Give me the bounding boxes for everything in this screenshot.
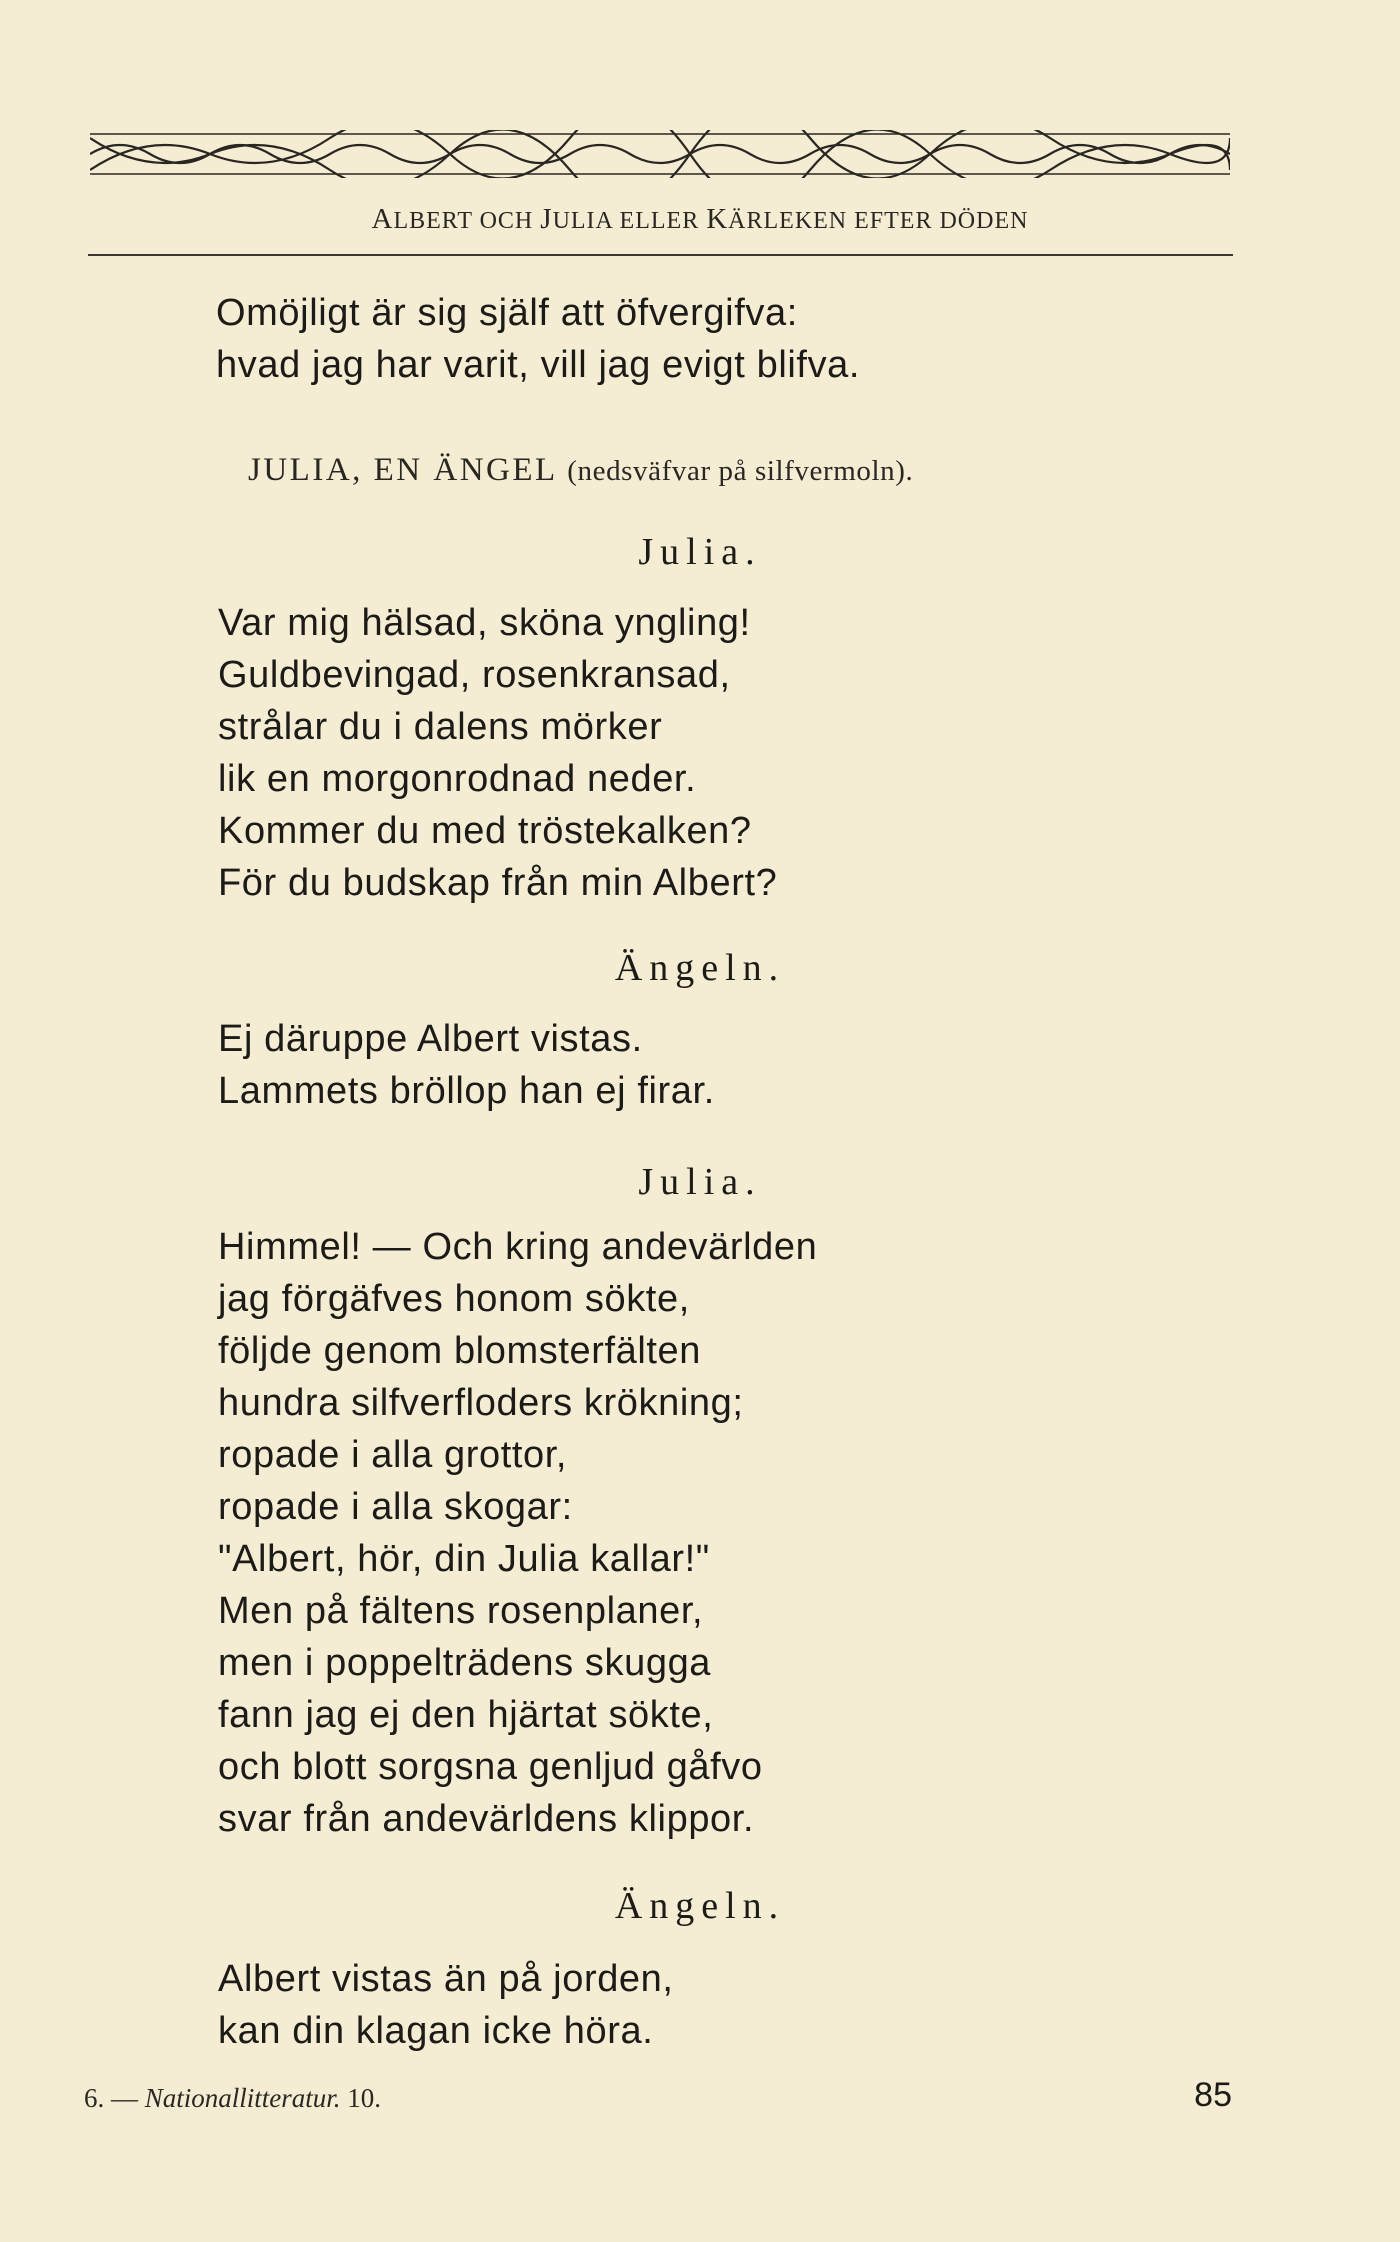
- verse-line: Kommer du med tröstekalken?: [218, 810, 752, 852]
- signature-prefix: 6. —: [84, 2083, 138, 2113]
- stage-direction-names: JULIA, EN ÄNGEL: [248, 452, 557, 488]
- running-head-text-2: ULIA ELLER: [552, 208, 707, 234]
- speaker-label: Julia.: [638, 531, 762, 573]
- verse-line: lik en morgonrodnad neder.: [218, 758, 697, 800]
- verse-line: ropade i alla grottor,: [218, 1434, 568, 1476]
- speaker-label: Ängeln.: [614, 1885, 786, 1927]
- verse-line: Himmel! — Och kring andevärlden: [218, 1226, 818, 1268]
- verse-line: Guldbevingad, rosenkransad,: [218, 654, 731, 696]
- running-head-text-3: ÄRLEKEN EFTER DÖDEN: [728, 208, 1029, 234]
- signature-suffix: 10.: [347, 2083, 382, 2113]
- verse-line: ropade i alla skogar:: [218, 1486, 573, 1528]
- verse-line: jag förgäfves honom sökte,: [218, 1278, 690, 1320]
- verse-line: svar från andevärldens klippor.: [218, 1798, 755, 1840]
- running-head-initial-3: K: [706, 203, 729, 235]
- stage-direction-note: (nedsväfvar på silfvermoln).: [567, 455, 914, 487]
- verse-line: följde genom blomsterfälten: [218, 1330, 702, 1372]
- running-head-initial-2: J: [540, 203, 553, 235]
- verse-line: hundra silfverfloders krökning;: [218, 1382, 744, 1424]
- verse-line: "Albert, hör, din Julia kallar!": [218, 1538, 710, 1580]
- verse-line: men i poppelträdens skugga: [218, 1642, 712, 1684]
- verse-line: Albert vistas än på jorden,: [218, 1958, 674, 2000]
- page-number: 85: [1194, 2076, 1232, 2114]
- stage-direction: [248, 452, 913, 489]
- verse-line: Omöjligt är sig själf att öfvergifva:: [216, 292, 798, 334]
- header-rule: [88, 254, 1233, 256]
- verse-line: fann jag ej den hjärtat sökte,: [218, 1694, 714, 1736]
- verse-line: och blott sorgsna genljud gåfvo: [218, 1746, 763, 1788]
- verse-line: Men på fältens rosenplaner,: [218, 1590, 704, 1632]
- verse-line: strålar du i dalens mörker: [218, 706, 663, 748]
- signature-title: Nationallitteratur.: [144, 2083, 341, 2113]
- verse-line: Var mig hälsad, sköna yngling!: [218, 602, 751, 644]
- running-head: [0, 203, 1400, 236]
- speaker-label: Ängeln.: [614, 947, 786, 989]
- signature-mark: [84, 2083, 381, 2114]
- running-head-initial-1: A: [371, 203, 394, 235]
- verse-line: hvad jag har varit, vill jag evigt blifva.: [216, 344, 861, 386]
- braided-ornament-band-icon: [90, 130, 1230, 178]
- speaker-label: Julia.: [638, 1161, 762, 1203]
- verse-line: För du budskap från min Albert?: [218, 862, 778, 904]
- verse-line: kan din klagan icke höra.: [218, 2010, 654, 2052]
- running-head-text-1: LBERT OCH: [393, 208, 541, 234]
- verse-line: Lammets bröllop han ej firar.: [218, 1070, 715, 1112]
- verse-line: Ej däruppe Albert vistas.: [218, 1018, 643, 1060]
